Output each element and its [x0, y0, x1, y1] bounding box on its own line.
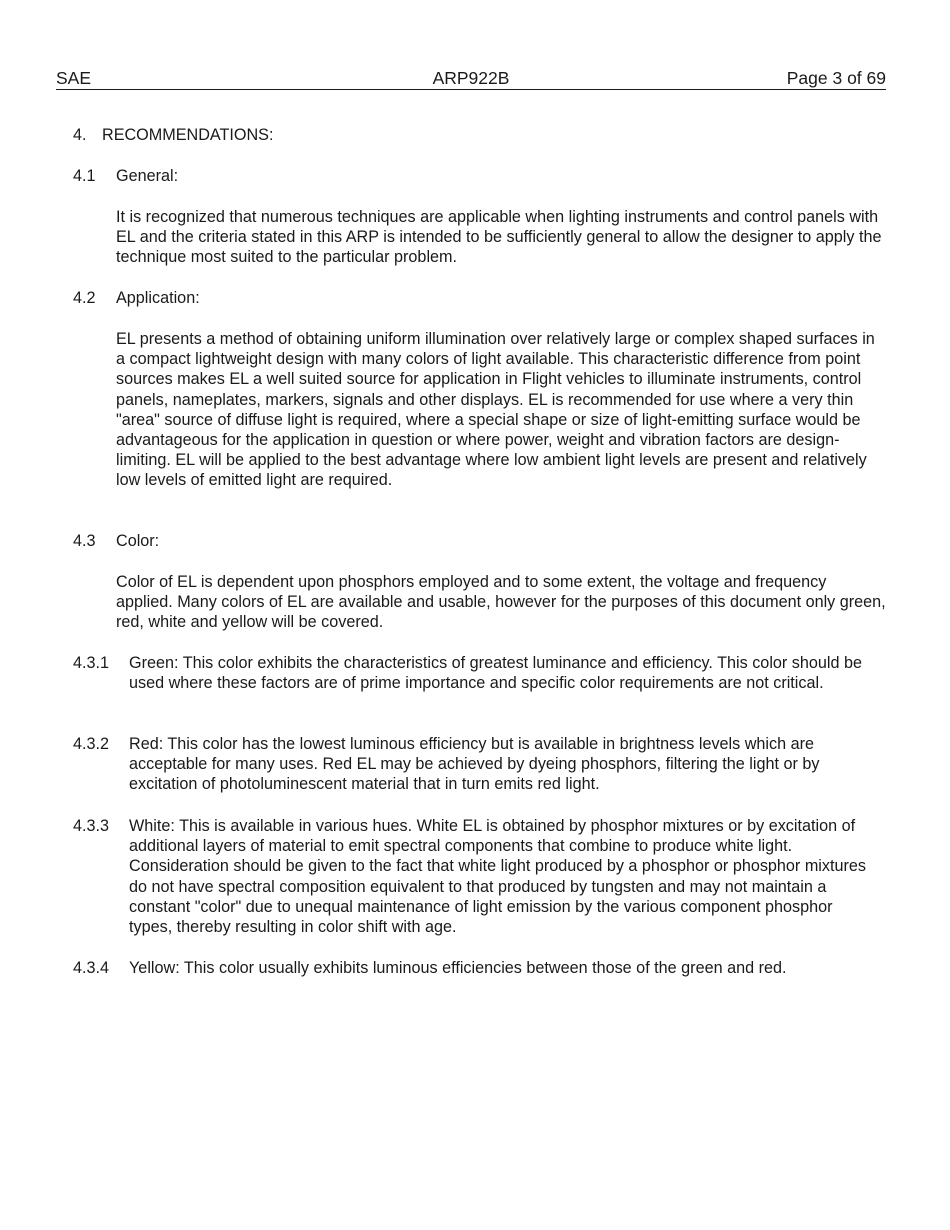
section-4-2-heading — [73, 288, 473, 308]
section-title: Application: — [116, 289, 200, 307]
item-number: 4.3.2 — [73, 735, 110, 753]
header-page-number: Page 3 of 69 — [786, 68, 886, 88]
section-4-heading — [73, 125, 473, 145]
section-4-1-heading — [73, 166, 473, 186]
item-text: Red: This color has the lowest luminous efficiency but is available in brightness levels which are acceptable for many uses. Red EL may be achieved by dyeing phosphors, filtering the light or by excitation of photoluminescent material that in turn emits red light. — [129, 735, 820, 794]
page-header — [56, 67, 886, 90]
section-number: 4.1 — [73, 167, 96, 185]
section-4-2-paragraph: EL presents a method of obtaining uniform illumination over relatively large or complex shaped surfaces in a compact lightweight design with many colors of light available. This characteristic difference from point sources makes EL a well suited source for application in Flight vehicles to illuminate instruments, control panels, nameplates, markers, signals and other displays. EL is recommended for use where a very thin "area" source of diffuse light is required, where a special shape or size of light-emitting surface would be advantageous for the application in question or where power, weight and vibration factors are design-limiting. EL will be applied to the best advantage where low ambient light levels are present and relatively low levels of emitted light are required. — [116, 330, 875, 490]
item-number: 4.3.4 — [73, 959, 110, 977]
section-title: RECOMMENDATIONS: — [102, 126, 274, 144]
section-number: 4.3 — [73, 532, 96, 550]
section-title: Color: — [116, 532, 160, 550]
item-number: 4.3.3 — [73, 817, 110, 835]
header-organization: SAE — [56, 68, 92, 88]
item-text: White: This is available in various hues. White EL is obtained by phosphor mixtures or by excitation of additional layers of material to emit spectral components that combine to produce white light. Consideration should be given to the fact that white light produced by a phosphor or phosphor mixtures do not have spectral composition equivalent to that produced by tungsten and may not maintain a constant "color" due to unequal maintenance of light emission by the various component phosphor types, thereby resulting in color shift with age. — [129, 817, 866, 937]
header-document-id: ARP922B — [432, 68, 510, 88]
section-4-3-paragraph: Color of EL is dependent upon phosphors employed and to some extent, the voltage and frequency applied. Many colors of EL are available and usable, however for the purposes of this document only green, red, white and yellow will be covered. — [116, 573, 886, 632]
section-title: General: — [116, 167, 179, 185]
section-4-1-paragraph: It is recognized that numerous techniques are applicable when lighting instruments and control panels with EL and the criteria stated in this ARP is intended to be sufficiently general to allow the designer to apply the technique most suited to the particular problem. — [116, 208, 882, 267]
section-number: 4. — [73, 126, 87, 144]
item-text: Yellow: This color usually exhibits luminous efficiencies between those of the green and red. — [129, 959, 787, 977]
item-number: 4.3.1 — [73, 654, 110, 672]
section-4-3-heading — [73, 531, 473, 551]
item-text: Green: This color exhibits the characteristics of greatest luminance and efficiency. This color should be used where these factors are of prime importance and specific color requirements are not critical. — [129, 654, 863, 693]
section-number: 4.2 — [73, 289, 96, 307]
